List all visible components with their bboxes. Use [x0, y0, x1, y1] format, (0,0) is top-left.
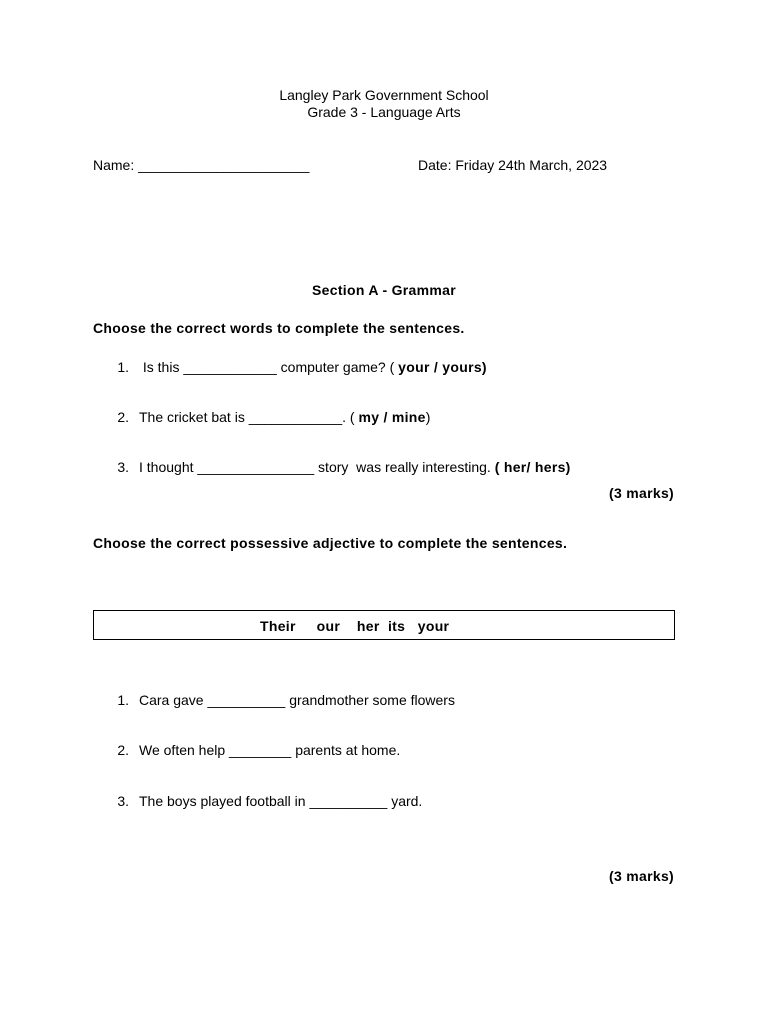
part2-instruction: Choose the correct possessive adjective to complete the sentences. [93, 535, 568, 551]
part1-marks: (3 marks) [609, 485, 674, 501]
word-bank-box [93, 610, 675, 640]
part2-marks: (3 marks) [609, 868, 674, 884]
date-label: Date: Friday 24th March, 2023 [418, 157, 608, 173]
question-number: 1. [117, 692, 129, 708]
section-title: Section A - Grammar [312, 282, 456, 298]
question-text: I thought _______________ story was really interesting. [139, 459, 495, 475]
question-text: The cricket bat is ____________. ( [139, 409, 359, 425]
list-item [139, 359, 487, 376]
question-suffix: ) [425, 409, 431, 425]
answer-options: my / mine [358, 409, 426, 425]
question-number: 3. [117, 459, 129, 475]
answer-options: ( her/ hers) [494, 459, 571, 475]
grade-subject: Grade 3 - Language Arts [307, 104, 461, 120]
answer-options: your / yours) [398, 359, 487, 375]
name-field-label: Name: ______________________ [93, 157, 310, 173]
question-number: 2. [117, 409, 129, 425]
list-item [139, 459, 571, 476]
question-number: 2. [117, 742, 129, 758]
list-item: We often help ________ parents at home. [139, 742, 401, 758]
school-name: Langley Park Government School [279, 87, 489, 103]
question-text: Is this ____________ computer game? ( [139, 359, 399, 375]
list-item [139, 409, 430, 426]
part1-instruction: Choose the correct words to complete the sentences. [93, 320, 465, 336]
list-item: Cara gave __________ grandmother some flowers [139, 692, 455, 708]
question-number: 3. [117, 793, 129, 809]
question-number: 1. [117, 359, 129, 375]
list-item: The boys played football in __________ yard. [139, 793, 423, 809]
word-bank-words: Their our her its your [260, 618, 450, 634]
